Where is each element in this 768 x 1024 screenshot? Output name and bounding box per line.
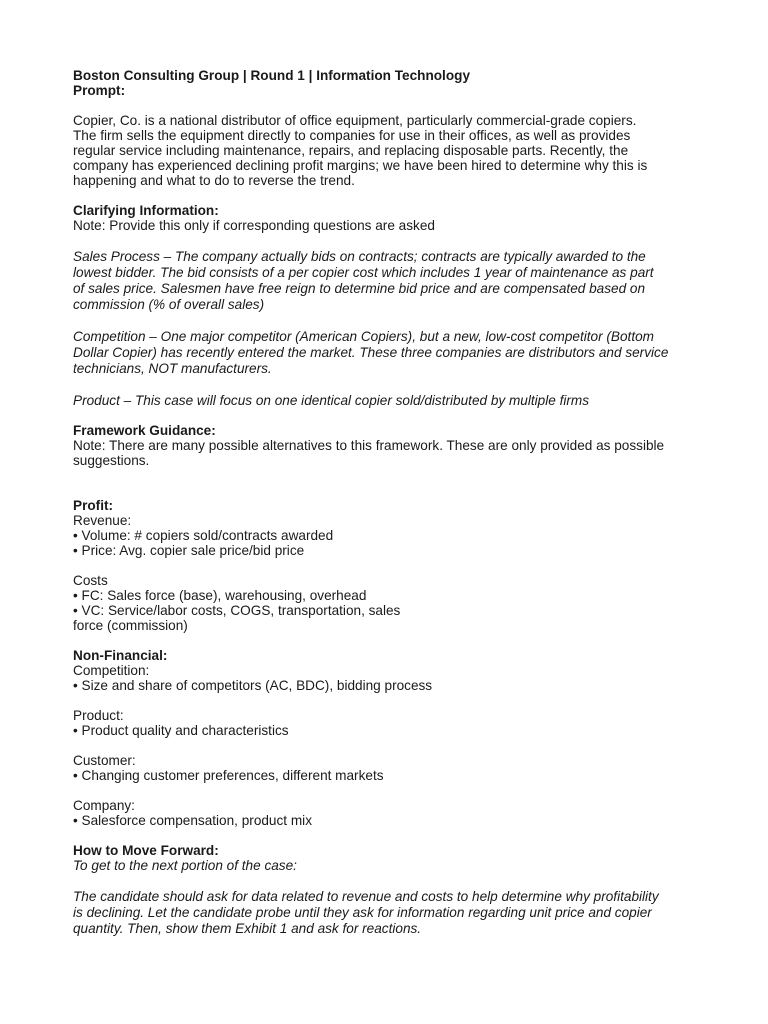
non-financial-heading: Non-Financial: xyxy=(73,648,168,663)
prompt-line: regular service including maintenance, repairs, and replacing disposable parts. Recently, the xyxy=(73,143,629,158)
sales-line: of sales price. Salesmen have free reign to determine bid price and are compensated based on xyxy=(73,281,646,296)
move-forward-paragraph xyxy=(73,889,713,937)
framework-heading: Framework Guidance: xyxy=(73,423,216,438)
sales-process-paragraph xyxy=(73,249,713,313)
document-title: Boston Consulting Group | Round 1 | Information Technology xyxy=(73,68,471,83)
prompt-paragraph xyxy=(73,113,713,188)
costs-item: force (commission) xyxy=(73,618,188,633)
competition-item: • Size and share of competitors (AC, BDC), bidding process xyxy=(73,678,433,693)
move-forward-line: is declining. Let the candidate probe until they ask for information regarding unit price and copier xyxy=(73,905,652,920)
product-item: • Product quality and characteristics xyxy=(73,723,289,738)
document-page xyxy=(73,68,713,937)
company-label: Company: xyxy=(73,798,135,813)
customer-item: • Changing customer preferences, different markets xyxy=(73,768,384,783)
company-item: • Salesforce compensation, product mix xyxy=(73,813,312,828)
framework-note-line: Note: There are many possible alternatives to this framework. These are only provided as possible xyxy=(73,438,665,453)
sales-line: lowest bidder. The bid consists of a per copier cost which includes 1 year of maintenance as part xyxy=(73,265,654,280)
framework-note-line: suggestions. xyxy=(73,453,150,468)
move-forward-heading: How to Move Forward: xyxy=(73,843,219,858)
competition-paragraph xyxy=(73,329,713,377)
competition-label: Competition: xyxy=(73,663,150,678)
competition-line: Dollar Copier) has recently entered the market. These three companies are distributors and service xyxy=(73,345,669,360)
prompt-line: company has experienced declining profit margins; we have been hired to determine why this is xyxy=(73,158,648,173)
move-forward-subheading: To get to the next portion of the case: xyxy=(73,858,297,873)
revenue-label: Revenue: xyxy=(73,513,132,528)
product-paragraph: Product – This case will focus on one identical copier sold/distributed by multiple firms xyxy=(73,393,590,408)
move-forward-line: quantity. Then, show them Exhibit 1 and ask for reactions. xyxy=(73,921,422,936)
prompt-line: happening and what to do to reverse the trend. xyxy=(73,173,355,188)
costs-label: Costs xyxy=(73,573,108,588)
sales-line: Sales Process – The company actually bids on contracts; contracts are typically awarded to the xyxy=(73,249,646,264)
profit-heading: Profit: xyxy=(73,498,114,513)
revenue-item: • Price: Avg. copier sale price/bid price xyxy=(73,543,305,558)
costs-item: • FC: Sales force (base), warehousing, overhead xyxy=(73,588,367,603)
prompt-label: Prompt: xyxy=(73,83,126,98)
costs-item: • VC: Service/labor costs, COGS, transportation, sales xyxy=(73,603,401,618)
product-label: Product: xyxy=(73,708,124,723)
competition-line: technicians, NOT manufacturers. xyxy=(73,361,272,376)
revenue-item: • Volume: # copiers sold/contracts awarded xyxy=(73,528,334,543)
customer-label: Customer: xyxy=(73,753,136,768)
competition-line: Competition – One major competitor (American Copiers), but a new, low-cost competitor (Bottom xyxy=(73,329,654,344)
clarifying-note: Note: Provide this only if corresponding questions are asked xyxy=(73,218,435,233)
sales-line: commission (% of overall sales) xyxy=(73,297,265,312)
prompt-line: Copier, Co. is a national distributor of office equipment, particularly commercial-grade copiers. xyxy=(73,113,637,128)
move-forward-line: The candidate should ask for data related to revenue and costs to help determine why profitability xyxy=(73,889,659,904)
prompt-line: The firm sells the equipment directly to companies for use in their offices, as well as provides xyxy=(73,128,631,143)
clarifying-heading: Clarifying Information: xyxy=(73,203,219,218)
